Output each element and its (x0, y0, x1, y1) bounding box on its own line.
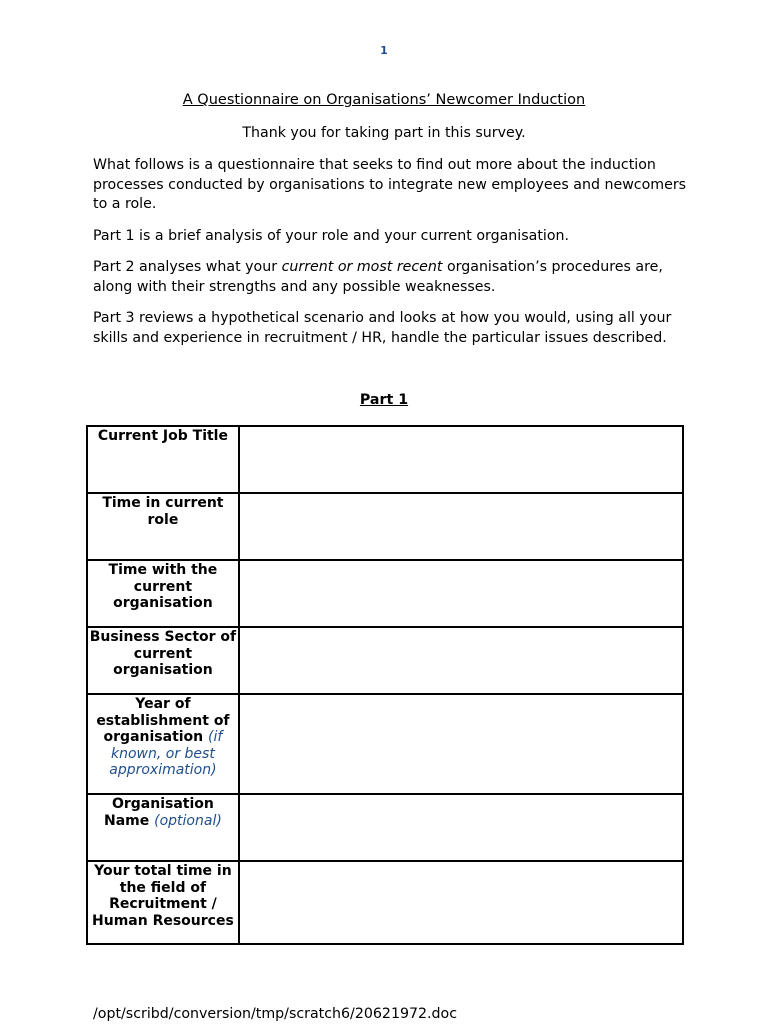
row-label-text: Time with the current organisation (108, 562, 218, 611)
row-label (87, 426, 239, 493)
document-title: A Questionnaire on Organisations’ Newcomer Induction (182, 92, 586, 108)
row-label-text: Your total time in the field of Recruitment / Human Resources (92, 863, 234, 929)
time-in-current-role-field[interactable] (239, 493, 683, 560)
row-label-text: Current Job Title (97, 428, 228, 444)
organisation-name-field[interactable] (239, 794, 683, 861)
row-label (87, 694, 239, 794)
current-job-title-field[interactable] (239, 426, 683, 493)
table-row (87, 694, 683, 794)
row-label (87, 861, 239, 944)
row-label-text: Organisation Name (104, 796, 214, 829)
part2-description-start: Part 2 analyses what your (93, 259, 282, 275)
row-hint-text: (if known, or best approximation) (109, 729, 223, 778)
total-time-in-recruitment-field[interactable] (239, 861, 683, 944)
row-label-text: Year of establishment of organisation (96, 696, 230, 745)
row-label (87, 627, 239, 694)
part2-description (93, 258, 693, 297)
business-sector-field[interactable] (239, 627, 683, 694)
table-row (87, 861, 683, 944)
year-of-establishment-field[interactable] (239, 694, 683, 794)
part3-description: Part 3 reviews a hypothetical scenario and looks at how you would, using all your skills and experience in recruitment / HR, handle the particular issues described. (93, 310, 672, 346)
row-label (87, 560, 239, 627)
intro-paragraph: What follows is a questionnaire that seeks to find out more about the induction processes conducted by organisations to integrate new employees and newcomers to a role. (93, 157, 687, 212)
part1-heading: Part 1 (359, 392, 409, 408)
row-hint-text: (optional) (154, 812, 222, 829)
thank-you-text: Thank you for taking part in this survey. (242, 125, 526, 141)
row-label (87, 794, 239, 861)
row-label-text: Business Sector of current organisation (89, 629, 237, 678)
part2-description-emphasis: current or most recent (281, 259, 443, 275)
part1-form-table (86, 425, 684, 945)
table-row (87, 493, 683, 560)
row-label (87, 493, 239, 560)
footer-file-path: /opt/scribd/conversion/tmp/scratch6/20621972.doc (93, 1006, 458, 1022)
table-row (87, 794, 683, 861)
row-label-text: Time in current role (102, 495, 224, 528)
part1-description: Part 1 is a brief analysis of your role and your current organisation. (93, 228, 570, 244)
part2-description-end: organisation’s procedures are, along with their strengths and any possible weaknesses. (93, 259, 663, 295)
table-row (87, 426, 683, 493)
table-row (87, 560, 683, 627)
table-row (87, 627, 683, 694)
time-with-organisation-field[interactable] (239, 560, 683, 627)
page-number: 1 (380, 44, 388, 57)
